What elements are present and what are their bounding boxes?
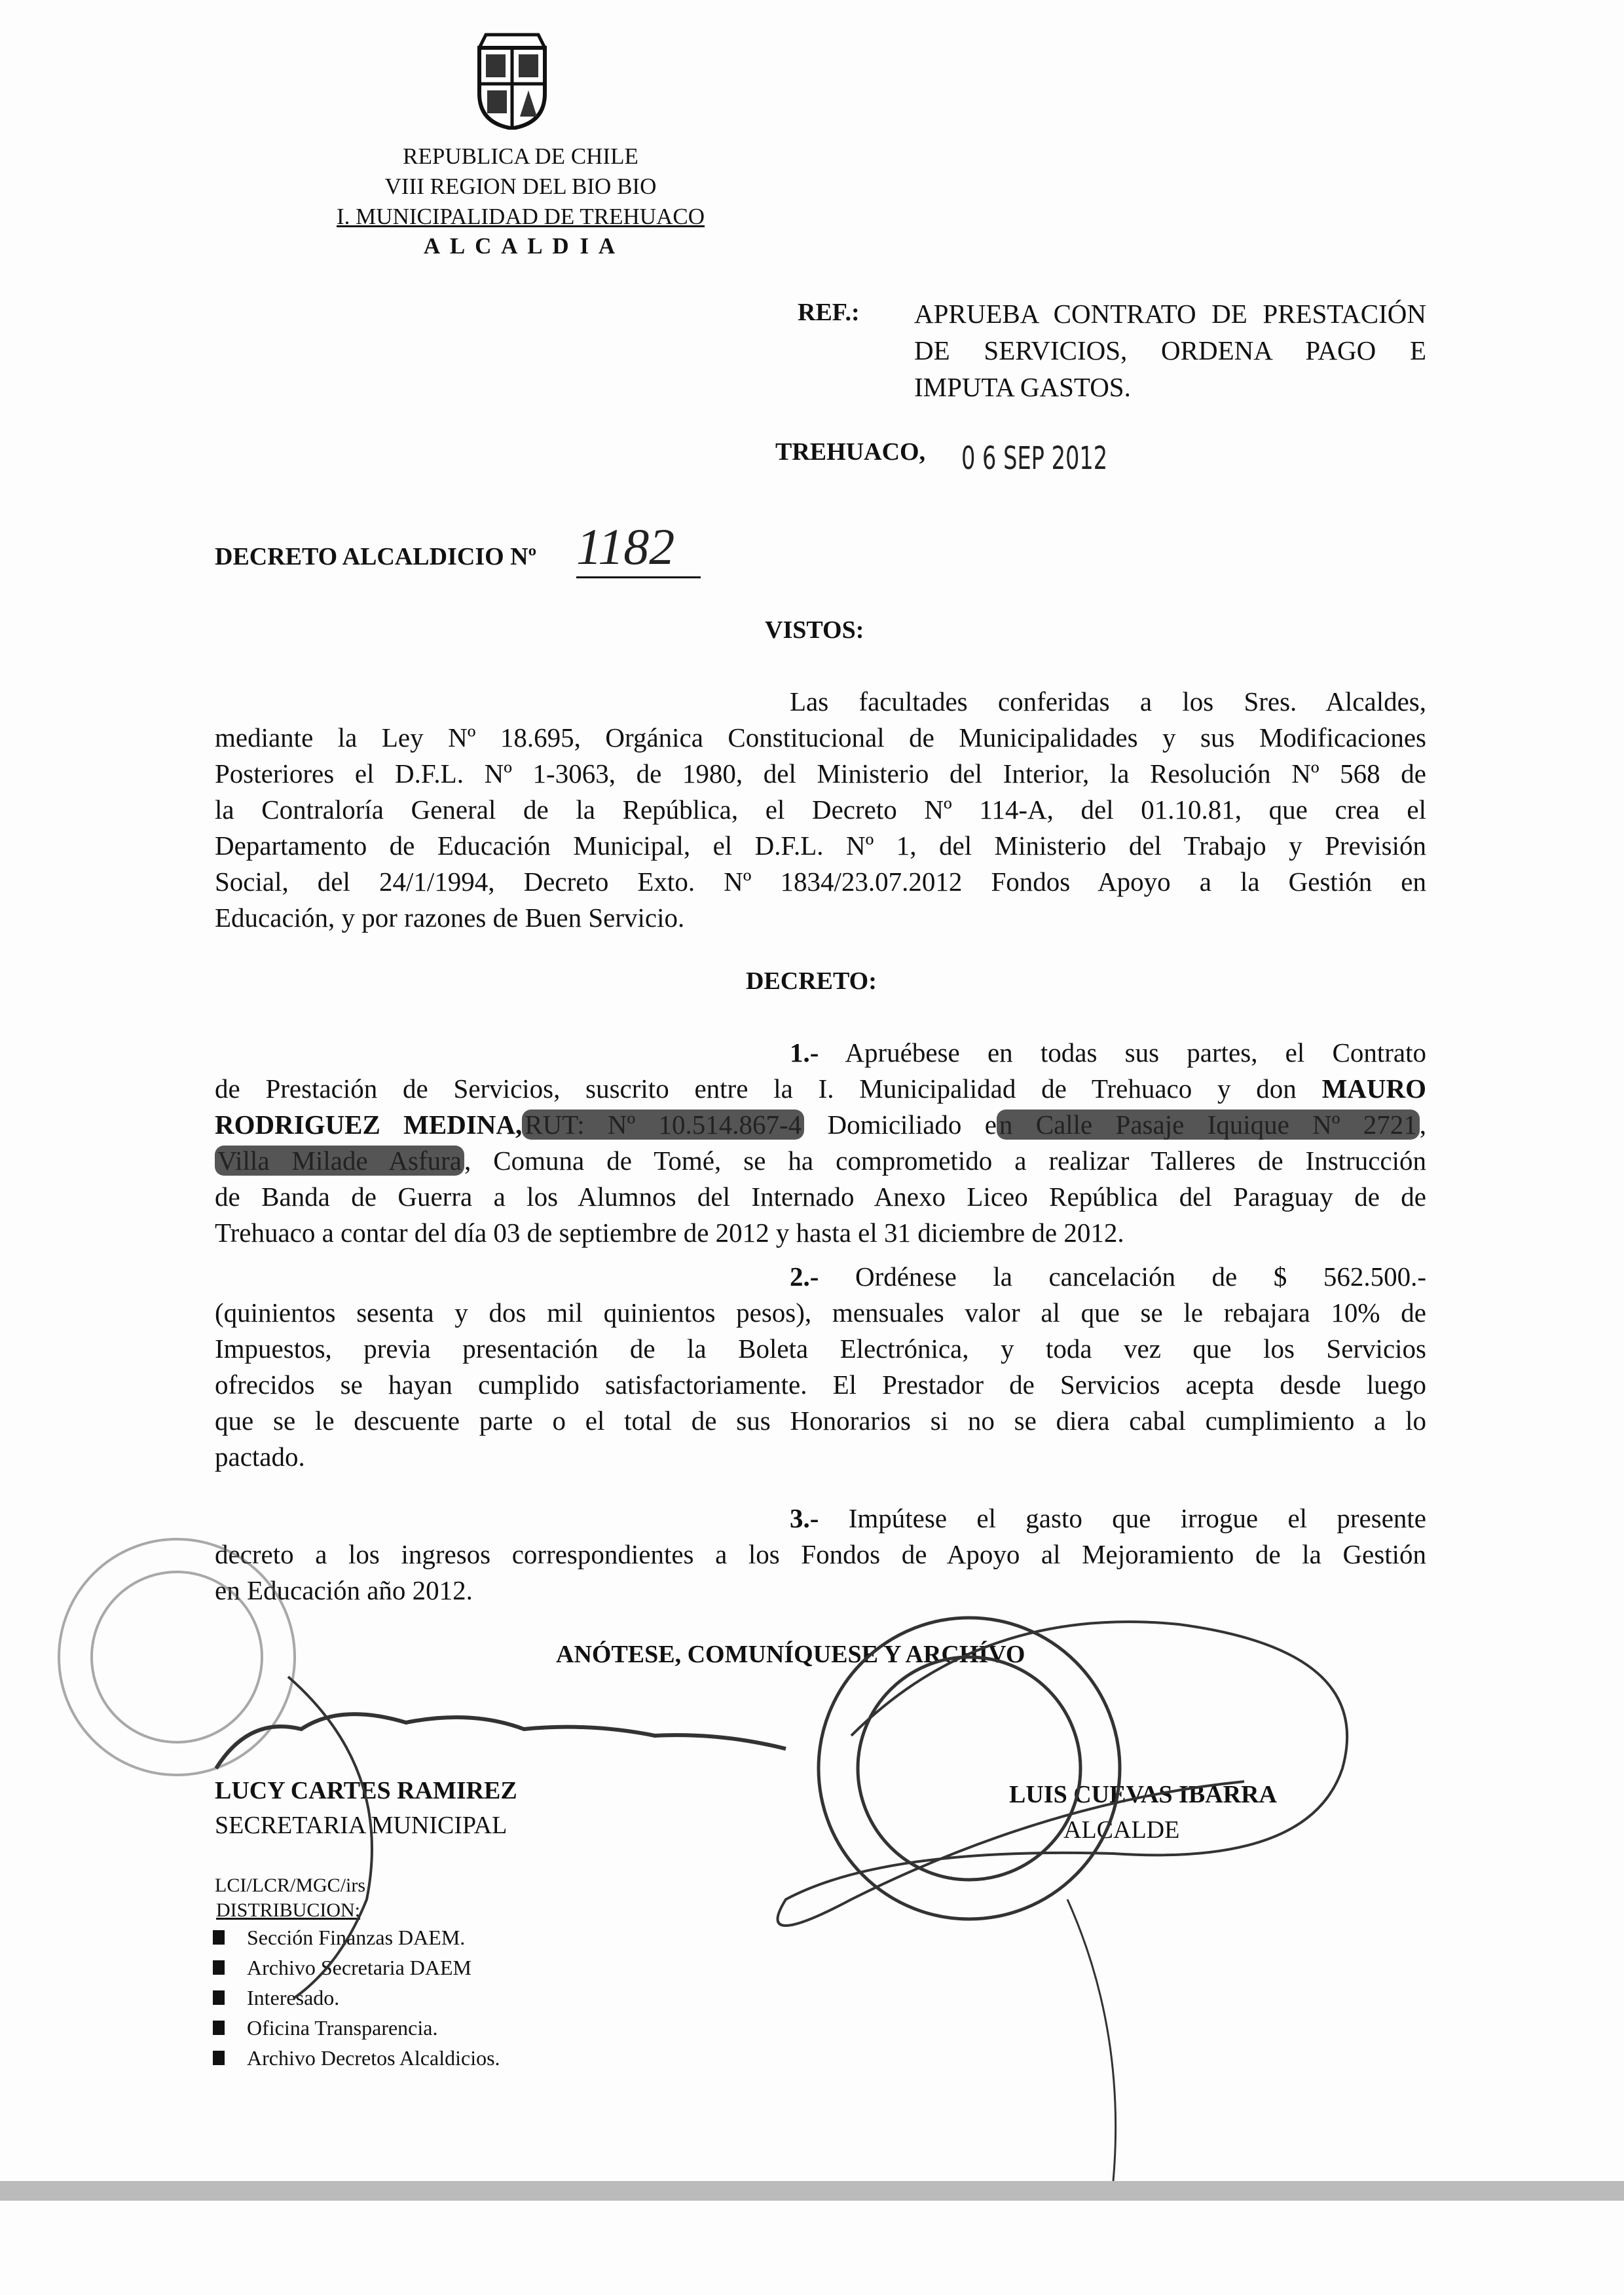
distribution-list: [213, 1922, 500, 2073]
contractor-name: MAURO: [1321, 1073, 1426, 1104]
clause-1-line: de Banda de Guerra a los Alumnos del Internado Anexo Liceo República del Paraguay de de: [215, 1182, 1426, 1212]
clause-text: Comuna de Tomé, se ha comprometido a realizar Talleres de Instrucción: [493, 1146, 1426, 1176]
distribution-item-label: Oficina Transparencia.: [247, 2015, 438, 2040]
clause-3-line: en Educación año 2012.: [215, 1575, 473, 1605]
header-line-alcaldia: A L C A L D I A: [423, 233, 618, 259]
bullet-icon: [213, 1990, 225, 2005]
clause-1-line: Villa Milade Asfura, Comuna de Tomé, se ha comprometido a realizar Talleres de Instrucción: [215, 1145, 1426, 1176]
clause-text: Apruébese en todas sus partes, el Contrato: [845, 1037, 1426, 1068]
clause-2-line: que se le descuente parte o el total de sus Honorarios si no se diera cabal cumplimiento a lo: [215, 1406, 1426, 1436]
bullet-icon: [213, 1960, 225, 1975]
distribution-item: [213, 2013, 500, 2043]
signer-right-title: ALCALDE: [1063, 1816, 1180, 1844]
clause-number: 1.-: [790, 1037, 819, 1068]
vistos-line: Social, del 24/1/1994, Decreto Exto. Nº 1834/23.07.2012 Fondos Apoyo a la Gestión en: [215, 867, 1426, 897]
ref-line: APRUEBA CONTRATO DE PRESTACIÓN: [914, 299, 1426, 329]
distribution-item: [213, 1922, 500, 1952]
vistos-line: Educación, y por razones de Buen Servicio.: [215, 903, 685, 933]
vistos-line: Las facultades conferidas a los Sres. Alcaldes,: [790, 686, 1426, 717]
ref-line: IMPUTA GASTOS.: [914, 372, 1131, 402]
redacted-rut: RUT: Nº 10.514.867-4: [522, 1110, 804, 1140]
clause-text: Impútese el gasto que irrogue el presente: [848, 1503, 1426, 1533]
distribution-item-label: Interesado.: [247, 1985, 340, 2009]
decreto-title: DECRETO:: [746, 967, 877, 995]
place-label: TREHUACO,: [775, 438, 926, 466]
distribution-item: [213, 2043, 500, 2073]
vistos-line: Departamento de Educación Municipal, el D.F.L. Nº 1, del Ministerio del Trabajo y Previsión: [215, 830, 1426, 861]
clause-number: 2.-: [790, 1261, 819, 1292]
scan-border-bottom: [0, 2181, 1624, 2201]
distribution-item-label: Archivo Decretos Alcaldicios.: [247, 2045, 500, 2070]
vistos-title: VISTOS:: [765, 616, 864, 644]
redacted-address: Villa Milade Asfura: [215, 1146, 464, 1176]
clause-2-line: Impuestos, previa presentación de la Boleta Electrónica, y toda vez que los Servicios: [215, 1334, 1426, 1364]
ref-label: REF.:: [798, 299, 860, 326]
distribution-item-label: Archivo Secretaria DAEM: [247, 1955, 471, 1979]
ref-line: DE SERVICIOS, ORDENA PAGO E: [914, 335, 1426, 365]
clause-1-line: [215, 1073, 1426, 1104]
signer-left-name: LUCY CARTES RAMIREZ: [215, 1777, 517, 1804]
clause-1-line: Trehuaco a contar del día 03 de septiembre de 2012 y hasta el 31 diciembre de 2012.: [215, 1218, 1124, 1248]
mayor-signature-tail: [1067, 1899, 1116, 2181]
bullet-icon: [213, 2051, 225, 2065]
clause-2-line: ofrecidos se hayan cumplido satisfactoriamente. El Prestador de Servicios acepta desde luego: [215, 1370, 1426, 1400]
signer-right-name: LUIS CUEVAS IBARRA: [1009, 1781, 1277, 1808]
vistos-line: la Contraloría General de la República, el Decreto Nº 114-A, del 01.10.81, que crea el: [215, 794, 1426, 825]
contractor-name: RODRIGUEZ MEDINA,: [215, 1110, 523, 1140]
clause-3-line: [790, 1502, 1426, 1534]
clause-2-line: (quinientos sesenta y dos mil quinientos pesos), mensuales valor al que se le rebajara 10% de: [215, 1297, 1426, 1328]
header-line-region: VIII REGION DEL BIO BIO: [384, 174, 657, 199]
clause-1-line: [790, 1037, 1426, 1068]
clause-text: de Prestación de Servicios, suscrito entre la I. Municipalidad de Trehuaco y don: [215, 1073, 1297, 1104]
redacted-address: n Calle Pasaje Iquique Nº 2721: [997, 1110, 1420, 1140]
vistos-line: Posteriores el D.F.L. Nº 1-3063, de 1980, del Ministerio del Interior, la Resolución Nº 568 de: [215, 758, 1426, 789]
distribution-item-label: Sección Finanzas DAEM.: [247, 1925, 466, 1949]
signer-left-title: SECRETARIA MUNICIPAL: [215, 1812, 507, 1839]
distribution-item: [213, 1983, 500, 2013]
distribution-item: [213, 1952, 500, 1983]
closing-formula: ANÓTESE, COMUNÍQUESE Y ARCHÍVO: [556, 1641, 1025, 1668]
vistos-line: mediante la Ley Nº 18.695, Orgánica Constitucional de Municipalidades y sus Modificaciones: [215, 722, 1426, 753]
decree-number-handwritten: 1182: [576, 517, 701, 578]
coat-of-arms-logo: [473, 31, 551, 130]
bullet-icon: [213, 2021, 225, 2035]
header-line-republic: REPUBLICA DE CHILE: [403, 143, 638, 169]
clause-2-line: [790, 1261, 1426, 1292]
header-line-municipality: I. MUNICIPALIDAD DE TREHUACO: [337, 204, 705, 229]
clause-3-line: decreto a los ingresos correspondientes a los Fondos de Apoyo al Mejoramiento de la Gestión: [215, 1539, 1426, 1569]
clause-text: Domiciliado e: [827, 1110, 997, 1140]
secretary-signature: [216, 1714, 786, 1768]
initials: LCI/LCR/MGC/irs: [215, 1875, 366, 1896]
distribution-title: DISTRIBUCION:: [216, 1899, 361, 1921]
clause-2-line: pactado.: [215, 1442, 305, 1472]
clause-text: Ordénese la cancelación de $ 562.500.-: [855, 1261, 1426, 1292]
clause-1-line: RODRIGUEZ MEDINA,RUT: Nº 10.514.867-4 Domiciliado en Calle Pasaje Iquique Nº 2721,: [215, 1110, 1426, 1140]
date-stamp: 0 6 SEP 2012: [961, 440, 1108, 477]
bullet-icon: [213, 1930, 225, 1945]
clause-number: 3.-: [790, 1503, 819, 1533]
decree-number-label: DECRETO ALCALDICIO Nº: [215, 543, 537, 570]
